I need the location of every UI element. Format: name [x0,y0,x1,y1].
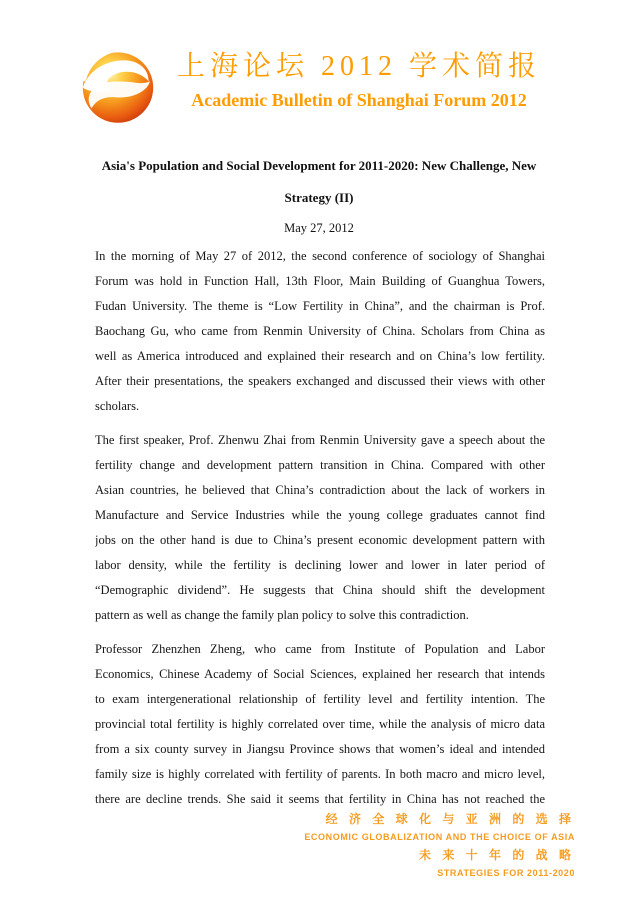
article-body [95,244,545,821]
paragraph-line: labor density, while the fertility is declining lower and lower in later period of [95,558,545,572]
paragraph-line: Asian countries, he believed that China’s contradiction about the lack of workers in [95,483,545,497]
paragraph-line: Economics, Chinese Academy of Social Sciences, explained her research that intends [95,667,545,681]
footer-slogan [155,810,575,882]
paragraph-line: After their presentations, the speakers exchanged and discussed their views with other [95,374,545,388]
paragraph-line: Baochang Gu, who came from Renmin University of China. Scholars from China as [95,324,545,338]
bulletin-title-english: Academic Bulletin of Shanghai Forum 2012 [191,90,527,110]
paragraph-line: Forum was hold in Function Hall, 13th Floor, Main Building of Guanghua Towers, [95,274,545,288]
paragraph-line: Professor Zhenzhen Zheng, who came from Institute of Population and Labor [95,642,545,656]
paragraph-line: pattern as well as change the family plan policy to solve this contradiction. [95,608,469,622]
paragraph-line: Fudan University. The theme is “Low Fertility in China”, and the chairman is Prof. [95,299,545,313]
paragraph-line: jobs on the other hand is due to China’s present economic development pattern with [95,533,545,547]
article-title-line1: Asia's Population and Social Development for 2011-2020: New Challenge, New [101,158,537,173]
footer-slogan-line-en: ECONOMIC GLOBALIZATION AND THE CHOICE OF ASIA [304,832,575,842]
bulletin-title-chinese: 上海论坛 2012 学术简报 [176,51,541,82]
footer-slogan-line-en: STRATEGIES FOR 2011-2020 [437,868,575,878]
paragraph [95,244,545,419]
paragraph-line: to exam intergenerational relationship of fertility level and fertility intention. The [95,692,545,706]
paragraph [95,637,545,812]
paragraph-line: fertility change and development pattern transition in China. Compared with other [95,458,545,472]
article-title [94,150,544,214]
article-title-line2: Strategy (II) [284,190,354,205]
paragraph-line: The first speaker, Prof. Zhenwu Zhai from Renmin University gave a speech about the [95,433,545,447]
paragraph-line: from a six county survey in Jiangsu Province shows that women’s ideal and intended [95,742,545,756]
footer-slogan-line-zh: 未 来 十 年 的 战 略 [418,848,575,862]
paragraph-line: In the morning of May 27 of 2012, the second conference of sociology of Shanghai [95,249,545,263]
paragraph-line: Manufacture and Service Industries while the young college graduates cannot find [95,508,545,522]
paragraph [95,428,545,628]
shanghai-forum-sphere-logo-icon [76,46,160,126]
paragraph-line: well as America introduced and explained their research and on China’s low fertility. [95,349,545,363]
paragraph-line: “Demographic dividend”. He suggests that China should shift the development [95,583,545,597]
paragraph-line: scholars. [95,399,140,413]
footer-slogan-line-zh: 经 济 全 球 化 与 亚 洲 的 选 择 [325,812,575,826]
paragraph-line: provincial total fertility is highly correlated over time, while the analysis of micro data [95,717,545,731]
article-date: May 27, 2012 [284,221,354,235]
paragraph-line: family size is highly correlated with fertility of parents. In both macro and micro level, [95,767,545,781]
bulletin-header [158,50,560,111]
paragraph-line: there are decline trends. She said it seems that fertility in China has not reached the [95,792,545,806]
